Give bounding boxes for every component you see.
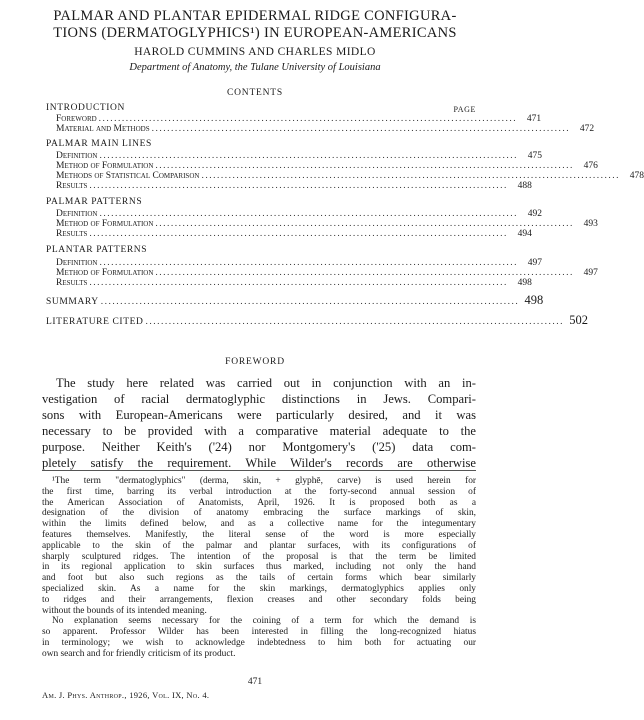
footnote-line: so apparent. Professor Wilder has been interested in filling the long-recognized hiatus xyxy=(42,627,476,638)
footnote-divider xyxy=(42,470,476,471)
toc-entry-page: 497 xyxy=(527,258,542,268)
footnote-line: ¹The term "dermatoglyphics" (derma, skin, + glyphē, carve) is used herein for xyxy=(52,476,476,486)
toc-entry-page: 478 xyxy=(629,171,644,181)
toc-entry-page: 498 xyxy=(524,293,544,307)
footnote-line: features themselves. Manifestly, the literal sense of the word is more especially xyxy=(42,529,476,540)
contents-heading: CONTENTS xyxy=(226,88,283,98)
toc-entry-label: Definition xyxy=(56,209,98,219)
toc-leader: ............................................................................................................ xyxy=(155,219,574,229)
body-line: necessary to be provided with a comparative material adequate to the xyxy=(42,424,476,438)
footnote-line: within the limits defined below, and as a collective name for the integumentary xyxy=(42,519,476,530)
toc-entry-page: 493 xyxy=(583,219,598,229)
page-number: 471 xyxy=(247,677,263,687)
toc-entry[interactable] xyxy=(46,181,532,192)
footnote-line: and foot but also such regions as the tails of certain forms which bear similarly xyxy=(42,573,476,584)
toc-entry-page: 498 xyxy=(517,278,532,288)
toc-entry-page: 494 xyxy=(517,229,532,239)
toc-entry[interactable] xyxy=(46,229,532,240)
toc-leader: ............................................................................................................ xyxy=(100,297,520,307)
footnote-line: specialized skin. As a name for the skin markings, dermatoglyphics applies only xyxy=(42,583,476,594)
toc-page-label: PAGE xyxy=(453,105,476,114)
toc-entry-label: Method of Formulation xyxy=(56,219,154,229)
body-line: sons with European-Americans were particularly desired, and it was xyxy=(42,408,476,422)
toc-leader: ............................................................................................................ xyxy=(145,317,564,327)
toc-entry-label: Methods of Statistical Comparison xyxy=(56,171,200,181)
toc-leader: ............................................................................................................ xyxy=(89,229,508,239)
footnote-line: the first time, barring its verbal introduction at the forty-second annual session of xyxy=(42,486,476,497)
toc-entry-label: SUMMARY xyxy=(46,297,99,307)
paper-title-line-2: TIONS (DERMATOGLYPHICS¹) IN EUROPEAN-AMERICANS xyxy=(53,25,457,41)
toc-entry-page: 476 xyxy=(583,161,598,171)
toc-entry-page: 472 xyxy=(579,124,595,134)
toc-entry-label: Definition xyxy=(56,258,98,268)
toc-entry[interactable] xyxy=(46,124,595,135)
toc-entry-literature-cited[interactable] xyxy=(46,313,588,327)
journal-citation: Am. J. Phys. Anthrop., 1926, Vol. IX, No. 4. xyxy=(42,690,210,700)
footnote-line: without the bounds of its intended meaning. xyxy=(42,605,207,616)
toc-section-introduction: INTRODUCTION xyxy=(46,103,125,113)
body-line: vestigation of racial dermatoglyphic distinctions in Jews. Compari- xyxy=(42,392,476,406)
footnote-line: No explanation seems necessary for the coining of a term for which the demand is xyxy=(52,616,476,627)
toc-leader: ............................................................................................................ xyxy=(99,151,518,161)
footnote-line: sharply sculptured ridges. The intention of the proposal is that the term be limited xyxy=(42,551,476,562)
footnote-line: the American Association of Anatomists, April, 1926. It is proposed both as a xyxy=(42,497,476,508)
toc-section-plantar-patterns: PLANTAR PATTERNS xyxy=(46,245,148,255)
toc-entry[interactable] xyxy=(46,278,532,289)
toc-entry-label: Method of Formulation xyxy=(56,161,154,171)
toc-leader: ............................................................................................................ xyxy=(155,268,574,278)
toc-section-palmar-patterns: PALMAR PATTERNS xyxy=(46,197,143,207)
body-line: purpose. Neither Keith's ('24) nor Montgomery's ('25) data com- xyxy=(42,440,476,454)
body-line: pletely satisfy the requirement. While Wilder's records are otherwise xyxy=(42,456,476,470)
foreword-heading: FOREWORD xyxy=(225,357,285,367)
toc-leader: ............................................................................................................ xyxy=(201,171,620,181)
table-of-contents xyxy=(46,103,644,338)
body-line: The study here related was carried out in conjunction with an in- xyxy=(56,376,476,390)
paper-title-line-1: PALMAR AND PLANTAR EPIDERMAL RIDGE CONFIGURA- xyxy=(53,8,457,24)
footnote-line: to ridges and their arrangements, flexion creases and other secondary folds being xyxy=(42,594,476,605)
toc-entry-page: 471 xyxy=(526,114,542,124)
toc-entry-page: 475 xyxy=(527,151,542,161)
footnote-line: in its regional application to skin surfaces thus marked, including not only the hand xyxy=(42,562,476,573)
footnote-line: designation of the division of anatomy embracing the surface markings of skin, xyxy=(42,508,476,519)
department: Department of Anatomy, the Tulane University of Louisiana xyxy=(129,62,381,73)
toc-entry-label: Results xyxy=(56,229,88,239)
toc-entry-summary[interactable] xyxy=(46,293,544,307)
footnote xyxy=(42,476,476,660)
toc-entry-page: 488 xyxy=(517,181,532,191)
toc-leader: ............................................................................................................ xyxy=(99,258,518,268)
footnote-line: own search and for friendly criticism of its product. xyxy=(42,648,236,659)
toc-entry-label: LITERATURE CITED xyxy=(46,317,144,327)
toc-entry-label: Definition xyxy=(56,151,98,161)
toc-leader: ............................................................................................................ xyxy=(98,114,518,124)
toc-leader: ............................................................................................................ xyxy=(99,209,518,219)
toc-leader: ............................................................................................................ xyxy=(151,124,571,134)
toc-leader: ............................................................................................................ xyxy=(155,161,574,171)
toc-entry-label: Material and Methods xyxy=(56,124,150,134)
toc-entry-page: 492 xyxy=(527,209,542,219)
foreword-body xyxy=(42,375,476,471)
toc-entry-label: Results xyxy=(56,181,88,191)
footnote-line: in terminology; we wish to acknowledge indebtedness to him both for actuating our xyxy=(42,637,476,648)
toc-entry-label: Results xyxy=(56,278,88,288)
toc-entry-page: 497 xyxy=(583,268,598,278)
footnote-line: applicable to the skin of the palmar and plantar surfaces, with its configurations of xyxy=(42,540,476,551)
toc-leader: ............................................................................................................ xyxy=(89,278,508,288)
authors: HAROLD CUMMINS AND CHARLES MIDLO xyxy=(134,46,376,58)
toc-entry-label: Method of Formulation xyxy=(56,268,154,278)
toc-entry-label: Foreword xyxy=(56,114,97,124)
toc-entry-page: 502 xyxy=(569,313,588,327)
toc-leader: ............................................................................................................ xyxy=(89,181,508,191)
toc-section-palmar-main-lines: PALMAR MAIN LINES xyxy=(46,139,152,149)
